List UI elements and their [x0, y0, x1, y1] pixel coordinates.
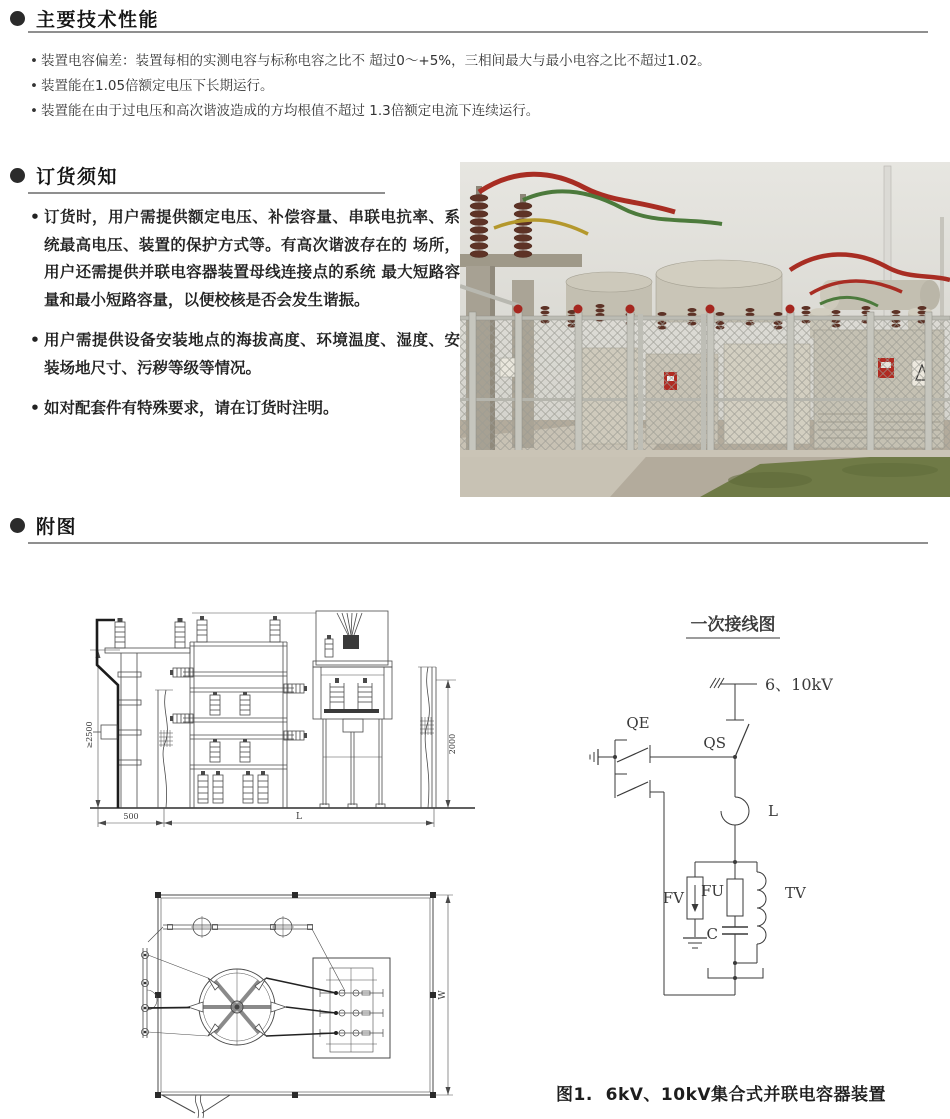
l-label: L	[768, 802, 778, 820]
section-rule	[28, 31, 928, 33]
terminal-pole	[93, 618, 190, 808]
section-title-figures: 附图	[36, 516, 78, 538]
capacitor-rack	[170, 616, 307, 808]
section-ordering-header	[10, 162, 118, 189]
section-performance-header	[10, 5, 159, 32]
svg-text:W: W	[438, 990, 448, 1000]
post-cap	[514, 305, 523, 314]
qe-label: QE	[626, 714, 650, 732]
busbar	[148, 916, 345, 991]
list-item: • 如对配套件有特殊要求，请在订货时注明。	[30, 395, 460, 423]
fence-post-left	[155, 690, 173, 808]
disconnector-qs	[726, 720, 749, 757]
section-rule	[28, 542, 928, 544]
voltage-transformer-tv	[735, 862, 766, 963]
wall-bushings	[142, 948, 158, 1038]
svg-text:500: 500	[123, 812, 139, 821]
switch-cabinet	[313, 958, 390, 1058]
substation-photo	[460, 162, 950, 497]
capacitor-c	[722, 927, 748, 963]
post-cap	[574, 305, 583, 314]
section-figures-header	[10, 512, 77, 539]
wiring-diagram-title: 一次接线图	[690, 615, 776, 635]
c-label: C	[706, 925, 718, 943]
tank-wall	[664, 963, 763, 995]
svg-text:≥2500: ≥2500	[85, 721, 94, 749]
connection-lines	[148, 955, 336, 1036]
dim-height-min	[85, 650, 120, 808]
fu-label: FU	[700, 882, 724, 900]
earthing-switch-qe	[590, 740, 664, 995]
svg-text:2000: 2000	[448, 733, 457, 755]
reactor-l	[721, 757, 749, 862]
post-cap	[786, 305, 795, 314]
section-bullet-icon	[10, 11, 25, 26]
section-bullet-icon	[10, 518, 25, 533]
post-cap	[706, 305, 715, 314]
figure-caption: 图1. 6kV、10kV集合式并联电容器装置	[556, 1085, 887, 1105]
ordering-list	[30, 204, 460, 436]
section-title-performance: 主要技术性能	[36, 9, 160, 31]
section-title-ordering: 订货须知	[36, 166, 119, 188]
fence-post-right	[418, 667, 436, 808]
performance-list	[30, 49, 935, 124]
dim-width	[435, 895, 453, 1095]
bus-voltage-label: 6、10kV	[765, 675, 833, 694]
fence-posts	[155, 892, 436, 1098]
internal-insulators	[330, 678, 372, 709]
section-bullet-icon	[10, 168, 25, 183]
reactor-wheel	[188, 969, 286, 1045]
svg-text:L: L	[296, 812, 302, 822]
list-item: • 用户需提供设备安装地点的海拔高度、环境温度、湿度、安装场地尺寸、污秽等级等情况。	[30, 327, 460, 382]
wiring-diagram	[560, 600, 890, 1000]
list-item: • 装置能在1.05倍额定电压下长期运行。	[30, 74, 935, 99]
dim-height-right	[436, 680, 457, 808]
section-rule	[28, 192, 385, 194]
dim-bottom	[98, 808, 434, 827]
elevation-drawing	[85, 605, 480, 855]
reactor-unit	[313, 611, 392, 808]
incoming-bus	[710, 678, 757, 720]
gate	[162, 1095, 230, 1118]
list-item: • 装置能在由于过电压和高次谐波造成的方均根值不超过 1.3倍额定电流下连续运行。	[30, 99, 935, 124]
qs-label: QS	[703, 734, 726, 752]
fuse-fu	[727, 862, 743, 927]
list-item: • 订货时，用户需提供额定电压、补偿容量、串联电抗率、系统最高电压、装置的保护方式等。有高次谐波存在的 场所，用户还需提供并联电容器装置母线连接点的系统 最大短路容量和最小短路容量，以便校核是否会发生谐振。	[30, 204, 460, 314]
plan-drawing	[140, 880, 480, 1119]
post-cap	[626, 305, 635, 314]
tv-label: TV	[785, 884, 806, 902]
fv-label: FV	[662, 889, 684, 907]
list-item: • 装置电容偏差：装置每相的实测电容与标称电容之比不 超过0～+5%，三相间最大与最小电容之比不超过1.02。	[30, 49, 935, 74]
